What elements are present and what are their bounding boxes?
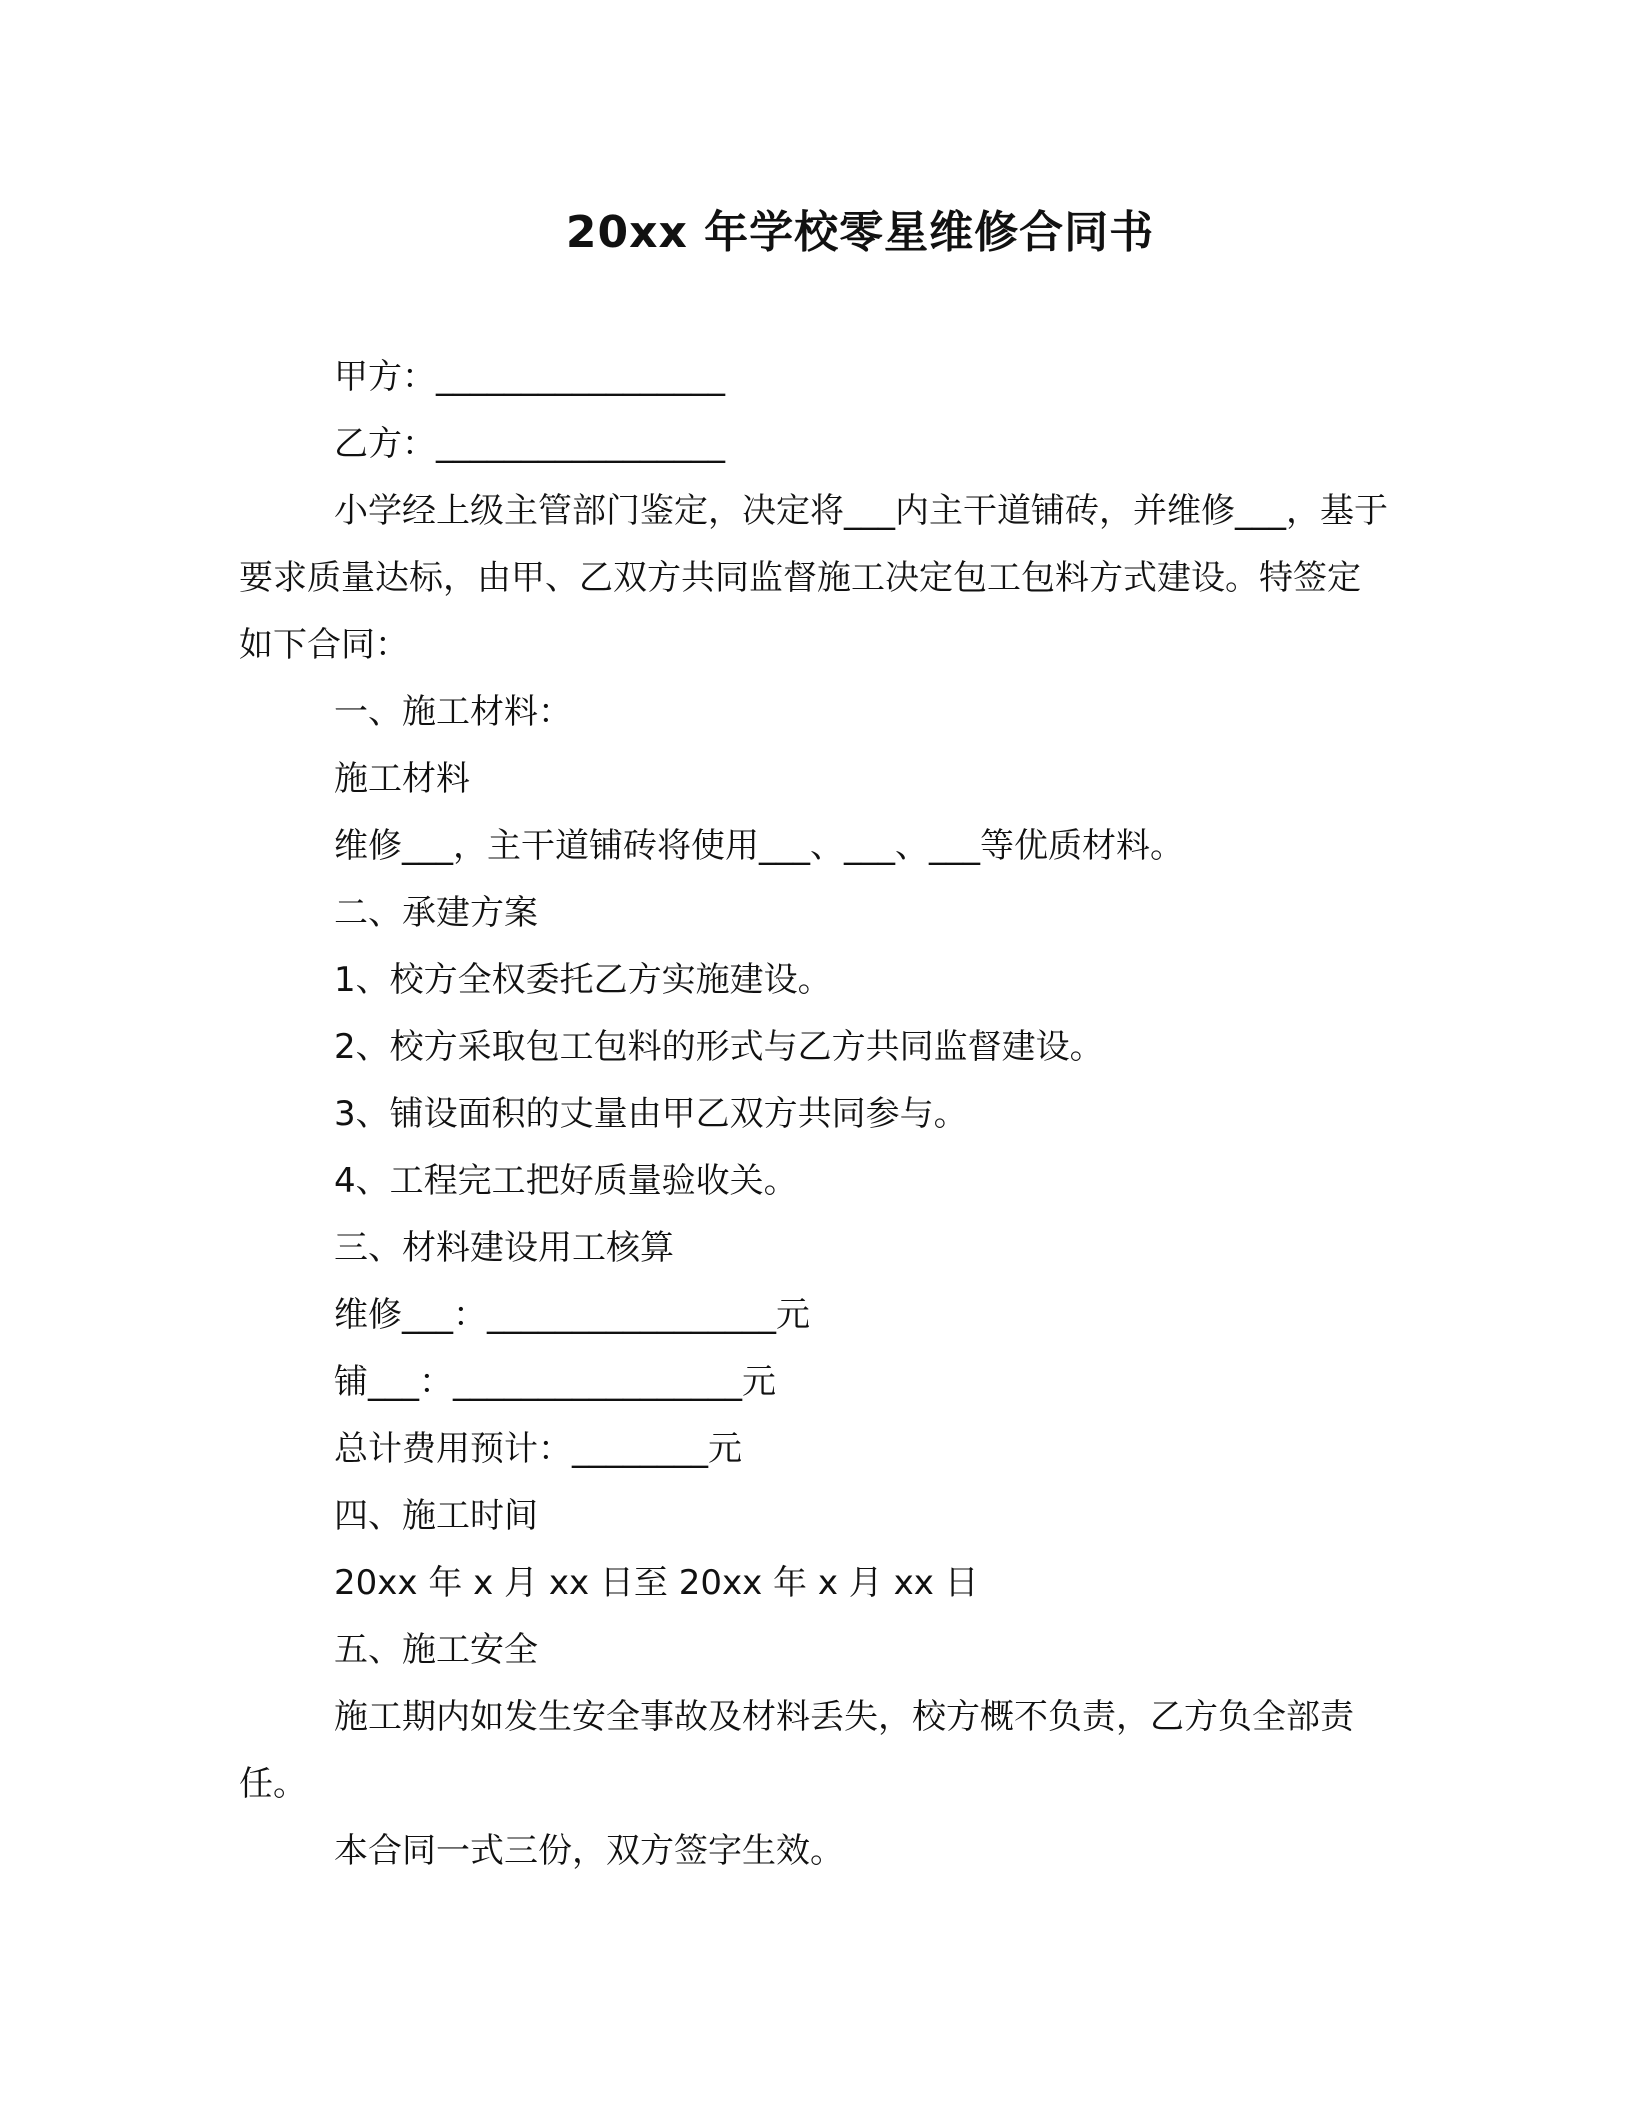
section-2-item-2: 2、校方采取包工包料的形式与乙方共同监督建设。 <box>334 1027 1104 1067</box>
document-title: 20xx 年学校零星维修合同书 <box>565 207 1155 258</box>
section-1-heading: 一、施工材料： <box>334 692 572 732</box>
section-3-heading: 三、材料建设用工核算 <box>334 1228 674 1268</box>
safety-paragraph: 施工期内如发生安全事故及材料丢失，校方概不负责，乙方负全部责任。 <box>239 1697 1354 1804</box>
section-1-subheading: 施工材料 <box>334 759 470 799</box>
section-5-heading: 五、施工安全 <box>334 1630 538 1670</box>
party-b-line: 乙方：_________________ <box>334 424 725 464</box>
cost-repair-line: 维修___：_________________元 <box>334 1295 810 1335</box>
construction-period: 20xx 年 x 月 xx 日至 20xx 年 x 月 xx 日 <box>334 1563 979 1603</box>
document-body <box>239 344 1389 1885</box>
party-a-line: 甲方：_________________ <box>334 357 725 397</box>
cost-total-line: 总计费用预计：________元 <box>334 1429 742 1469</box>
cost-paving-line: 铺___：_________________元 <box>334 1362 776 1402</box>
section-2-item-3: 3、铺设面积的丈量由甲乙双方共同参与。 <box>334 1094 968 1134</box>
section-4-heading: 四、施工时间 <box>334 1496 538 1536</box>
section-1-materials: 维修___，主干道铺砖将使用___、___、___等优质材料。 <box>334 826 1184 866</box>
intro-paragraph: 小学经上级主管部门鉴定，决定将___内主干道铺砖，并维修___，基于要求质量达标，由甲、乙双方共同监督施工决定包工包料方式建设。特签定如下合同： <box>239 491 1388 665</box>
section-2-item-4: 4、工程完工把好质量验收关。 <box>334 1161 798 1201</box>
section-2-item-1: 1、校方全权委托乙方实施建设。 <box>334 960 832 1000</box>
section-2-heading: 二、承建方案 <box>334 893 538 933</box>
closing-paragraph: 本合同一式三份，双方签字生效。 <box>334 1831 844 1871</box>
